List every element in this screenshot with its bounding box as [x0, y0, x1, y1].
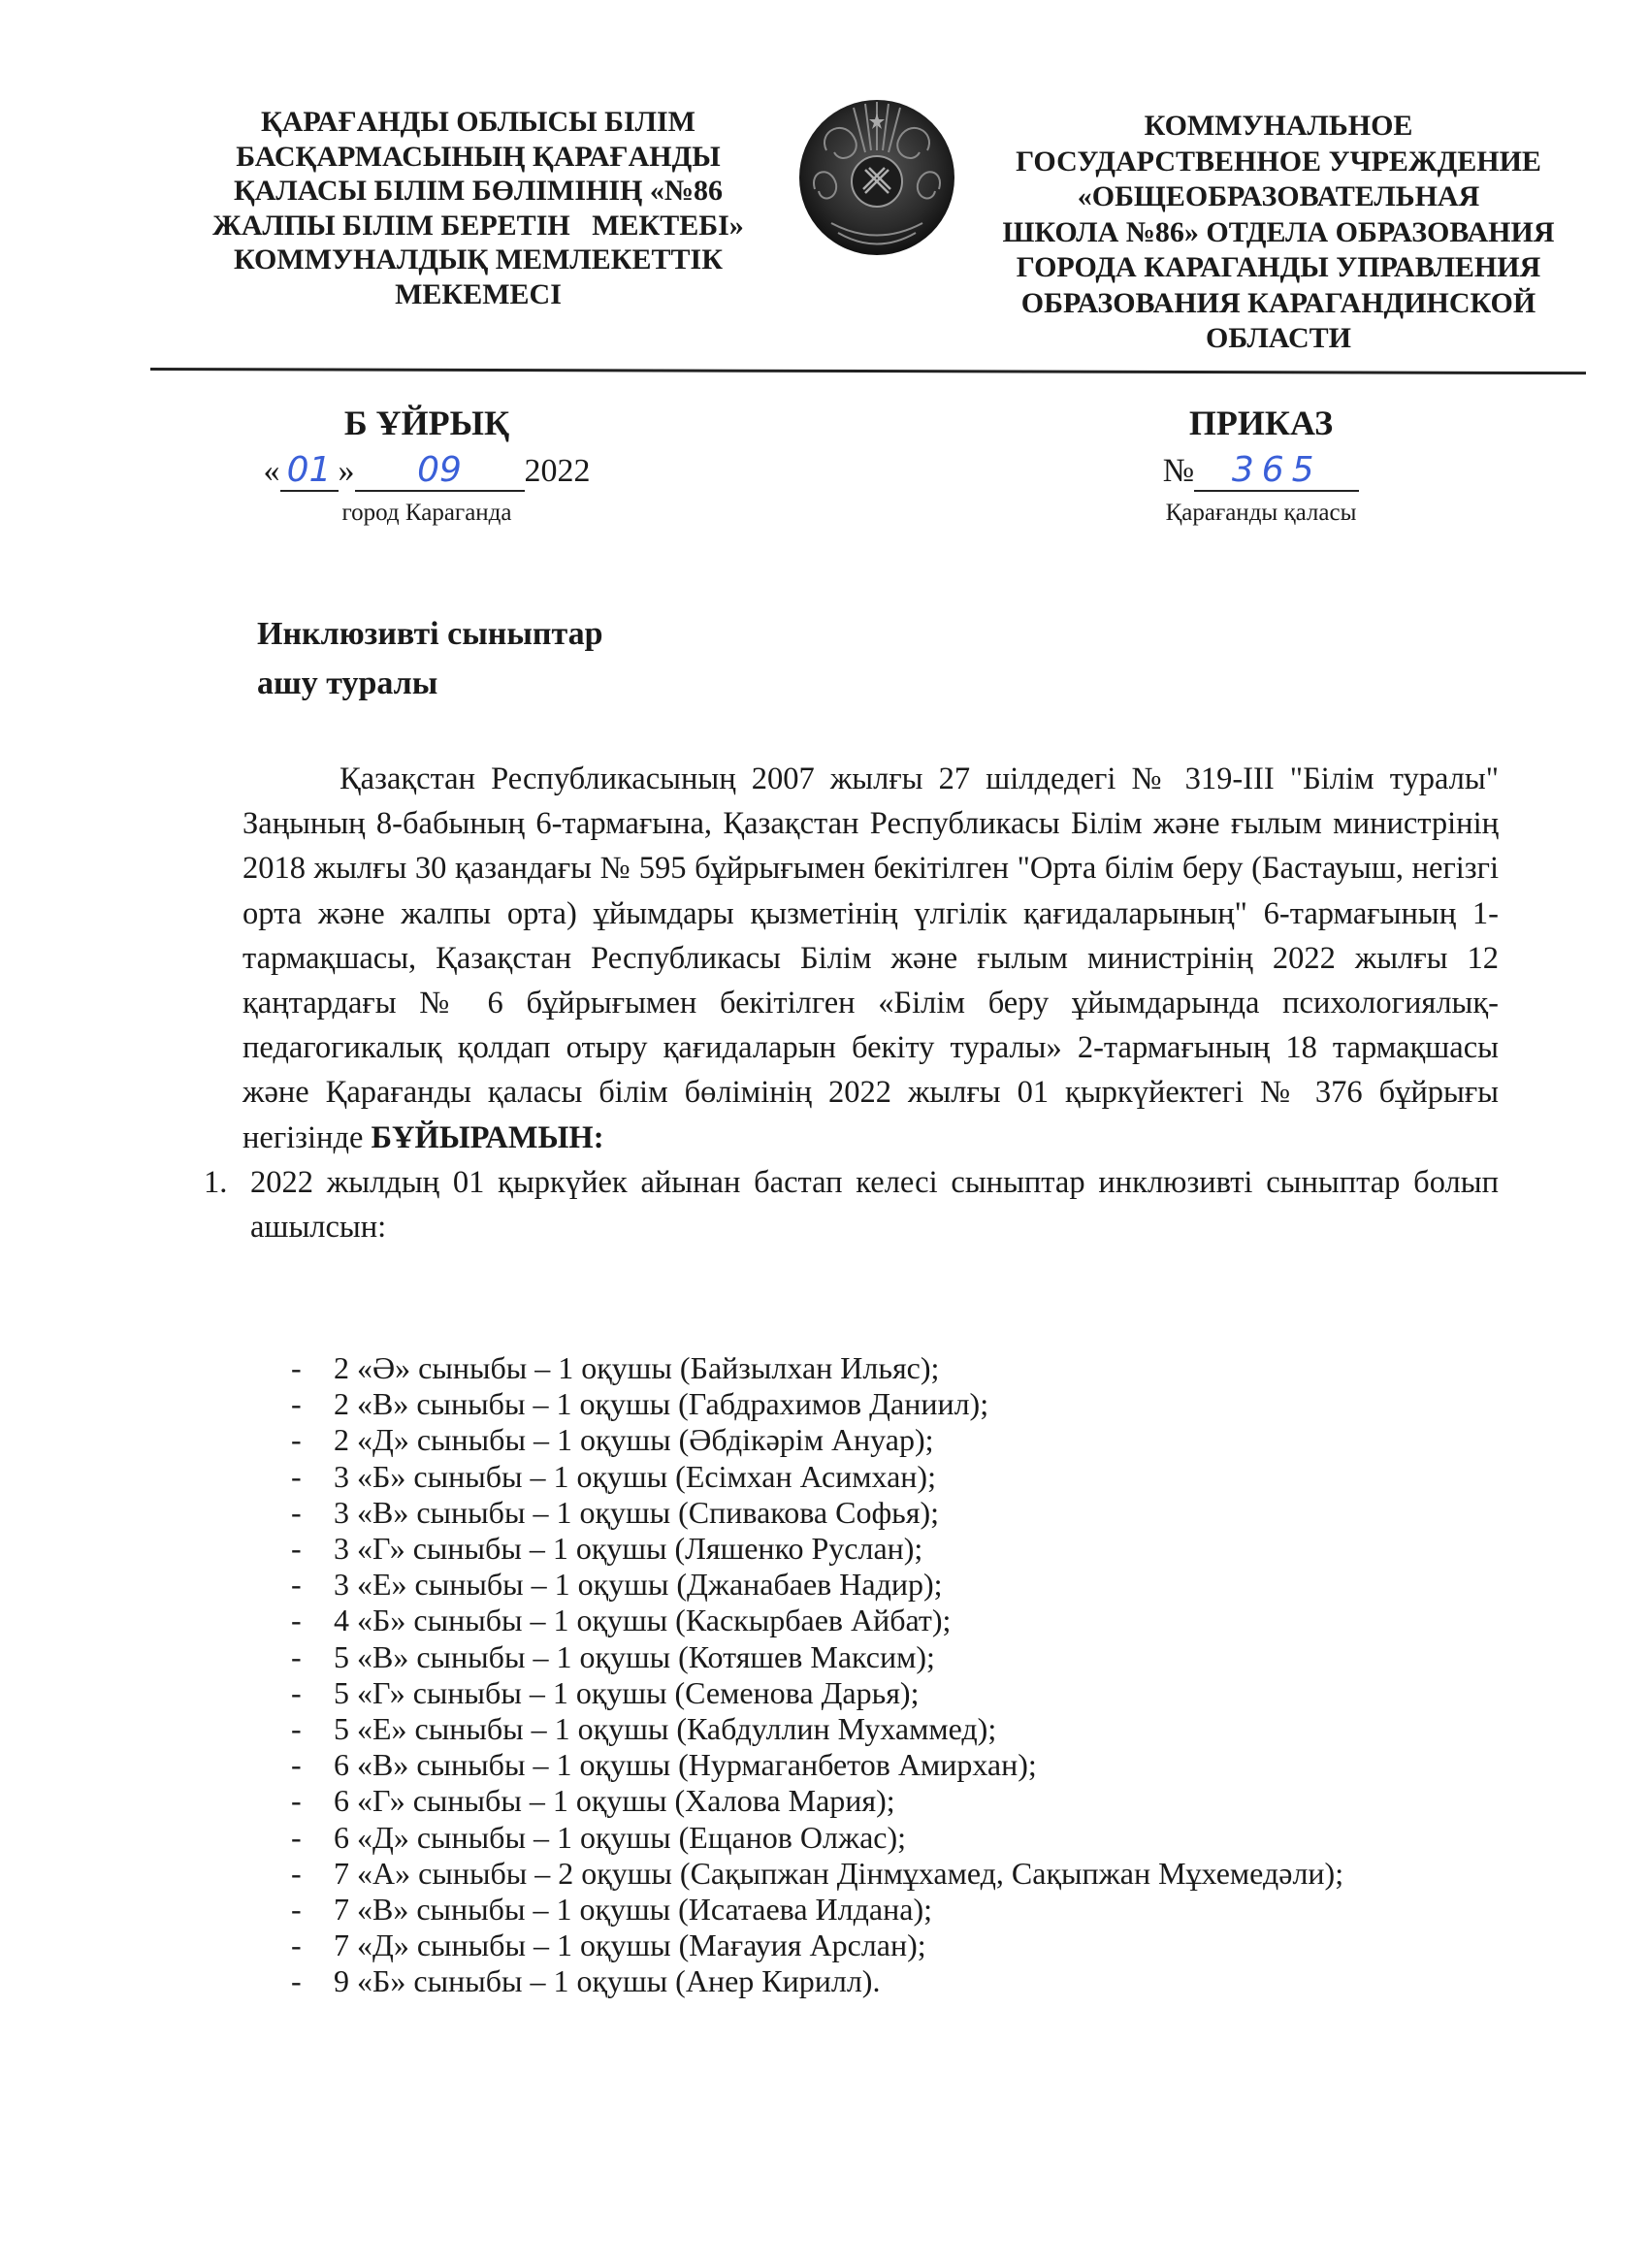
list-item	[291, 1459, 1343, 1495]
dash-bullet: -	[291, 1855, 302, 1891]
preamble-paragraph	[242, 757, 1499, 1160]
header-kazakh-line: БАСҚАРМАСЫНЫҢ ҚАРАҒАНДЫ	[236, 140, 721, 173]
command-word: БҰЙЫРАМЫН:	[371, 1119, 604, 1155]
list-item-text: 7 «А» сыныбы – 2 оқушы (Сақыпжан Дінмұхамед, Сақыпжан Мұхемедәли);	[334, 1855, 1344, 1891]
list-item-text: 2 «Ә» сыныбы – 1 оқушы (Байзылхан Ильяс);	[334, 1350, 940, 1385]
header-russian-line: ГОРОДА КАРАГАНДЫ УПРАВЛЕНИЯ	[1016, 251, 1541, 283]
dash-bullet: -	[291, 1350, 302, 1385]
list-item-text: 7 «В» сыныбы – 1 оқушы (Исатаева Илдана);	[334, 1892, 932, 1928]
header-kazakh-line: ҚАРАҒАНДЫ ОБЛЫСЫ БІЛІМ	[261, 106, 695, 138]
header-divider	[150, 368, 1586, 374]
list-item-text: 3 «Е» сыныбы – 1 оқушы (Джанабаев Надир);	[334, 1567, 943, 1603]
date-month-handwritten: 09	[355, 451, 525, 492]
dash-bullet: -	[291, 1783, 302, 1819]
list-item-text: 5 «Е» сыныбы – 1 оқушы (Кабдуллин Мухаммед);	[334, 1711, 997, 1747]
order-body	[204, 757, 1499, 1249]
dash-bullet: -	[291, 1567, 302, 1603]
list-item-text: 7 «Д» сыныбы – 1 оқушы (Мағауия Арслан);	[334, 1928, 926, 1963]
order-date	[233, 446, 621, 497]
list-item	[291, 1856, 1343, 1892]
dash-bullet: -	[291, 1531, 302, 1567]
item-text: 2022 жылдың 01 қыркүйек айынан бастап келесі сыныптар инклюзивті сыныптар болып ашылсын:	[250, 1164, 1499, 1246]
list-item	[291, 1963, 1343, 1999]
header-kazakh	[163, 105, 793, 311]
date-day-handwritten: 01	[280, 451, 339, 492]
list-item	[291, 1675, 1343, 1711]
header-russian-line: ГОСУДАРСТВЕННОЕ УЧРЕЖДЕНИЕ	[1016, 145, 1541, 178]
header-kazakh-line: МЕКЕМЕСІ	[395, 277, 562, 310]
date-quote-open: «	[263, 453, 280, 489]
dash-bullet: -	[291, 1386, 302, 1422]
header-russian-line: ШКОЛА №86» ОТДЕЛА ОБРАЗОВАНИЯ	[1002, 215, 1555, 248]
list-item	[291, 1928, 1343, 1963]
dash-bullet: -	[291, 1638, 302, 1674]
list-item-text: 5 «В» сыныбы – 1 оқушы (Котяшев Максим);	[334, 1638, 935, 1674]
list-item-text: 6 «Д» сыныбы – 1 оқушы (Ещанов Олжас);	[334, 1819, 907, 1855]
order-number	[1116, 446, 1406, 497]
dash-bullet: -	[291, 1422, 302, 1458]
list-item	[291, 1892, 1343, 1928]
number-sign: №	[1162, 453, 1195, 489]
order-title-kazakh: Б ҰЙРЫҚ	[343, 404, 510, 442]
list-item-text: 5 «Г» сыныбы – 1 оқушы (Семенова Дарья);	[334, 1674, 920, 1710]
list-item	[291, 1567, 1343, 1603]
dash-bullet: -	[291, 1494, 302, 1530]
date-year: 2022	[524, 453, 591, 489]
dash-bullet: -	[291, 1892, 302, 1928]
list-item	[291, 1747, 1343, 1783]
list-item	[291, 1531, 1343, 1567]
dash-bullet: -	[291, 1928, 302, 1963]
list-item-text: 4 «Б» сыныбы – 1 оқушы (Каскырбаев Айбат);	[334, 1603, 952, 1638]
date-quote-close: »	[338, 453, 355, 489]
dash-bullet: -	[291, 1674, 302, 1710]
list-item	[291, 1386, 1343, 1422]
subject-line: ашу туралы	[257, 665, 438, 701]
list-item-text: 9 «Б» сыныбы – 1 оқушы (Анер Кирилл).	[334, 1963, 881, 1999]
list-item	[291, 1422, 1343, 1458]
preamble-text: Қазақстан Республикасының 2007 жылғы 27 шілдедегі № 319-ІІІ "Білім туралы" Заңының 8-бабының 6-тармағына, Қазақстан Республикасы Білім және ғылым министрінің 2018 жылғы 30 қазандағы № 595 бұйрығымен бекітілген "Орта білім беру (Бастауыш, негізгі орта және жалпы орта) ұйымдары қызметінің үлгілік қағидаларының" 6-тармағының 1-тармақшасы, Қазақстан Республикасы Білім және ғылым министрінің 2022 жылғы 12 қаңтардағы № 6 бұйрығымен бекітілген «Білім беру ұйымдарында психологиялық-педагогикалық қолдап отыру қағидаларын бекіту туралы» 2-тармағының 18 тармақшасы және Қарағанды қаласы білім бөлімінің 2022 жылғы 01 қыркүйектегі № 376 бұйрығы негізінде	[242, 761, 1499, 1155]
list-item	[291, 1820, 1343, 1856]
header-kazakh-line: ЖАЛПЫ БІЛІМ БЕРЕТІН МЕКТЕБІ»	[212, 209, 744, 242]
dash-bullet: -	[291, 1458, 302, 1494]
dash-bullet: -	[291, 1747, 302, 1783]
list-item-text: 2 «Д» сыныбы – 1 оқушы (Әбдікәрім Ануар);	[334, 1422, 934, 1458]
dash-bullet: -	[291, 1819, 302, 1855]
list-item-text: 3 «Б» сыныбы – 1 оқушы (Есімхан Асимхан);	[334, 1458, 936, 1494]
dash-bullet: -	[291, 1711, 302, 1747]
order-title-russian: ПРИКАЗ	[1188, 404, 1334, 442]
list-item	[291, 1495, 1343, 1531]
list-item-text: 6 «Г» сыныбы – 1 оқушы (Халова Мария);	[334, 1783, 895, 1819]
list-item	[291, 1603, 1343, 1638]
order-number-handwritten: 365	[1194, 451, 1359, 492]
inclusive-classes-list	[291, 1350, 1343, 2000]
order-block-kazakh	[233, 400, 621, 530]
header-kazakh-line: ҚАЛАСЫ БІЛІМ БӨЛІМІНІҢ «№86	[233, 175, 724, 207]
header-russian-line: ОБРАЗОВАНИЯ КАРАГАНДИНСКОЙ	[1020, 286, 1536, 319]
list-item-text: 6 «В» сыныбы – 1 оқушы (Нурмаганбетов Амирхан);	[334, 1747, 1037, 1783]
list-item	[291, 1711, 1343, 1747]
list-item	[291, 1783, 1343, 1819]
list-item-text: 3 «В» сыныбы – 1 оқушы (Спивакова Софья);	[334, 1494, 940, 1530]
state-emblem-icon	[788, 92, 967, 267]
city-kazakh: Қарағанды қаласы	[1165, 500, 1357, 526]
order-item-1	[204, 1160, 1499, 1249]
list-item	[291, 1350, 1343, 1386]
item-number: 1.	[204, 1164, 228, 1200]
header-russian-line: «ОБЩЕОБРАЗОВАТЕЛЬНАЯ	[1077, 180, 1480, 212]
list-item	[291, 1639, 1343, 1675]
order-subject	[257, 609, 603, 708]
header-russian-line: КОММУНАЛЬНОЕ	[1144, 110, 1413, 142]
city-russian: город Караганда	[341, 500, 512, 526]
header-kazakh-line: КОММУНАЛДЫҚ МЕМЛЕКЕТТІК	[234, 243, 723, 275]
list-item-text: 3 «Г» сыныбы – 1 оқушы (Ляшенко Руслан);	[334, 1531, 923, 1567]
header-russian-line: ОБЛАСТИ	[1206, 322, 1351, 354]
list-item-text: 2 «В» сыныбы – 1 оқушы (Габдрахимов Даниил);	[334, 1386, 989, 1422]
header-russian	[997, 109, 1560, 357]
dash-bullet: -	[291, 1603, 302, 1638]
dash-bullet: -	[291, 1963, 302, 1999]
subject-line: Инклюзивті сыныптар	[257, 616, 603, 652]
order-block-russian	[1116, 400, 1406, 530]
